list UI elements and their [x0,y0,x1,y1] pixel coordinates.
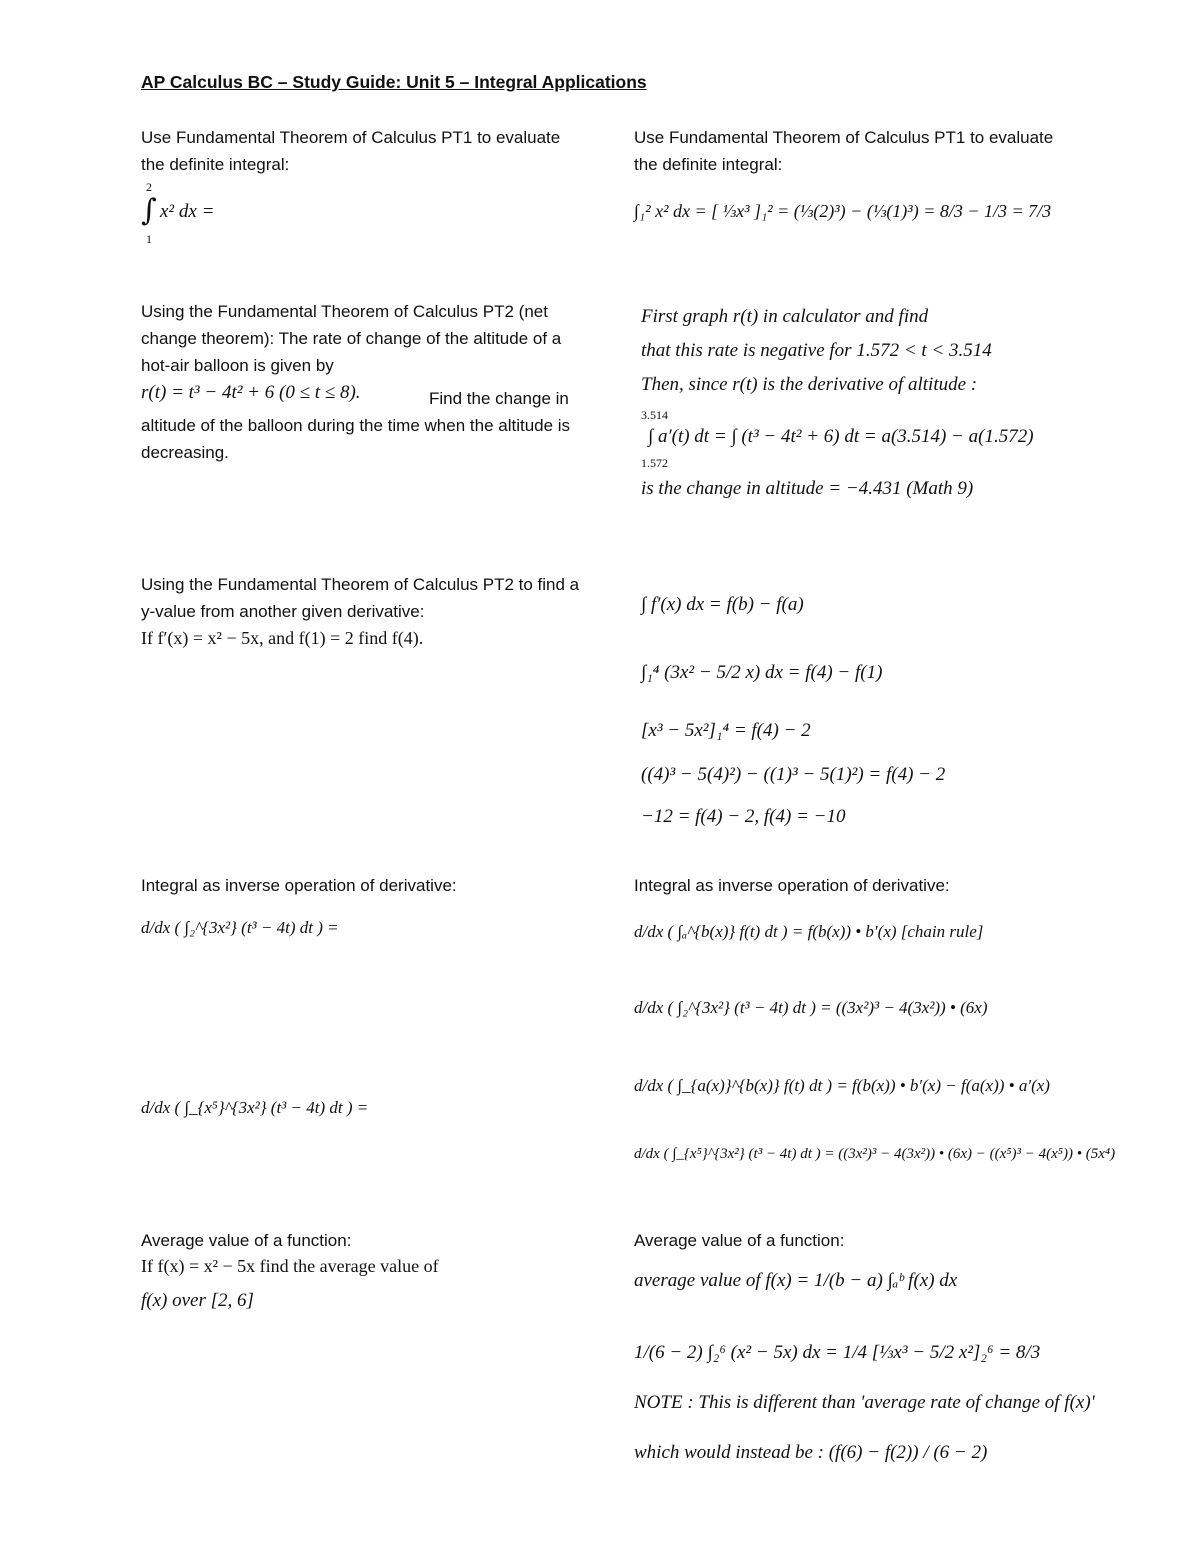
balloon-step-1: First graph r(t) in calculator and find [641,306,929,327]
net-change-prompt: Using the Fundamental Theorem of Calculus PT2 (net change theorem): The rate of change of the altitude of a hot-air balloon is given by [141,302,562,375]
average-value-interval: f(x) over [2, 6] [141,1290,254,1311]
integral-sign: ∫ [141,193,157,228]
average-value-prompt-answer: Average value of a function: [634,1231,845,1250]
chain-rule-example: d/dx ( ∫₂^{3x²} (t³ − 4t) dt ) = ((3x²)³ − 4(3x²)) • (6x) [634,998,988,1017]
inverse-op-prompt: Integral as inverse operation of derivative: [141,876,457,895]
balloon-integral: ∫ a′(t) dt = ∫ (t³ − 4t² + 6) dt = a(3.514) − a(1.572) [648,426,1034,447]
balloon-step-2: that this rate is negative for 1.572 < t < 3.514 [641,340,992,361]
page-title: AP Calculus BC – Study Guide: Unit 5 – Integral Applications [141,72,647,92]
average-value-prompt: Average value of a function: [141,1231,352,1250]
ftc2-prompt: Using the Fundamental Theorem of Calculus PT2 to find a y-value from another given derivative: [141,575,580,621]
net-change-question: Find the change in altitude of the balloon during the time when the altitude is decreasing. [141,389,571,462]
ftc2-general: ∫ f′(x) dx = f(b) − f(a) [641,594,804,615]
ftc1-solution: ∫₁² x² dx = [ ⅓x³ ]₁² = (⅓(2)³) − (⅓(1)³) = 8/3 − 1/3 = 7/3 [634,201,1052,221]
two-limit-example: d/dx ( ∫_{x⁵}^{3x²} (t³ − 4t) dt ) = ((3x²)³ − 4(3x²)) • (6x) − ((x⁵)³ − 4(x⁵)) • (5x⁴) [634,1146,1116,1162]
ftc2-result: −12 = f(4) − 2, f(4) = −10 [641,806,846,827]
two-limit-general: d/dx ( ∫_{a(x)}^{b(x)} f(t) dt ) = f(b(x)) • b′(x) − f(a(x)) • a′(x) [634,1076,1050,1095]
average-value-question: If f(x) = x² − 5x find the average value of [141,1256,439,1276]
average-value-solution: 1/(6 − 2) ∫₂⁶ (x² − 5x) dx = 1/4 [⅓x³ − 5/2 x²]₂⁶ = 8/3 [634,1342,1041,1363]
average-rate-formula: which would instead be : (f(6) − f(2)) / (6 − 2) [634,1442,988,1463]
balloon-upper-limit: 3.514 [641,408,668,422]
ftc2-step-1: ∫₁⁴ (3x² − 5/2 x) dx = f(4) − f(1) [641,662,883,683]
upper-limit: 2 [146,180,152,194]
lower-limit: 1 [146,232,152,246]
ftc1-expression: x² dx = [160,201,215,222]
ftc2-step-2: [x³ − 5x²]₁⁴ = f(4) − 2 [641,720,811,741]
ftc1-prompt-answer: Use Fundamental Theorem of Calculus PT1 to evaluate the definite integral: [634,128,1054,174]
chain-rule-general: d/dx ( ∫ₐ^{b(x)} f(t) dt ) = f(b(x)) • b′(x) [chain rule] [634,922,984,941]
inverse-op-prompt-answer: Integral as inverse operation of derivative: [634,876,950,895]
average-value-formula: average value of f(x) = 1/(b − a) ∫ₐᵇ f(x) dx [634,1270,958,1291]
balloon-lower-limit: 1.572 [641,456,668,470]
derivative-integral-expr-2: d/dx ( ∫_{x⁵}^{3x²} (t³ − 4t) dt ) = [141,1098,369,1117]
ftc1-prompt: Use Fundamental Theorem of Calculus PT1 to evaluate the definite integral: [141,128,561,174]
derivative-given: If f′(x) = x² − 5x, and f(1) = 2 find f(4). [141,628,424,648]
ftc2-step-3: ((4)³ − 5(4)²) − ((1)³ − 5(1)²) = f(4) − 2 [641,764,946,785]
balloon-result: is the change in altitude = −4.431 (Math 9) [641,478,974,499]
derivative-integral-expr-1: d/dx ( ∫₂^{3x²} (t³ − 4t) dt ) = [141,918,339,937]
balloon-step-3: Then, since r(t) is the derivative of altitude : [641,374,978,395]
rate-formula: r(t) = t³ − 4t² + 6 (0 ≤ t ≤ 8). [141,382,361,403]
average-rate-note: NOTE : This is different than 'average rate of change of f(x)' [634,1392,1095,1413]
